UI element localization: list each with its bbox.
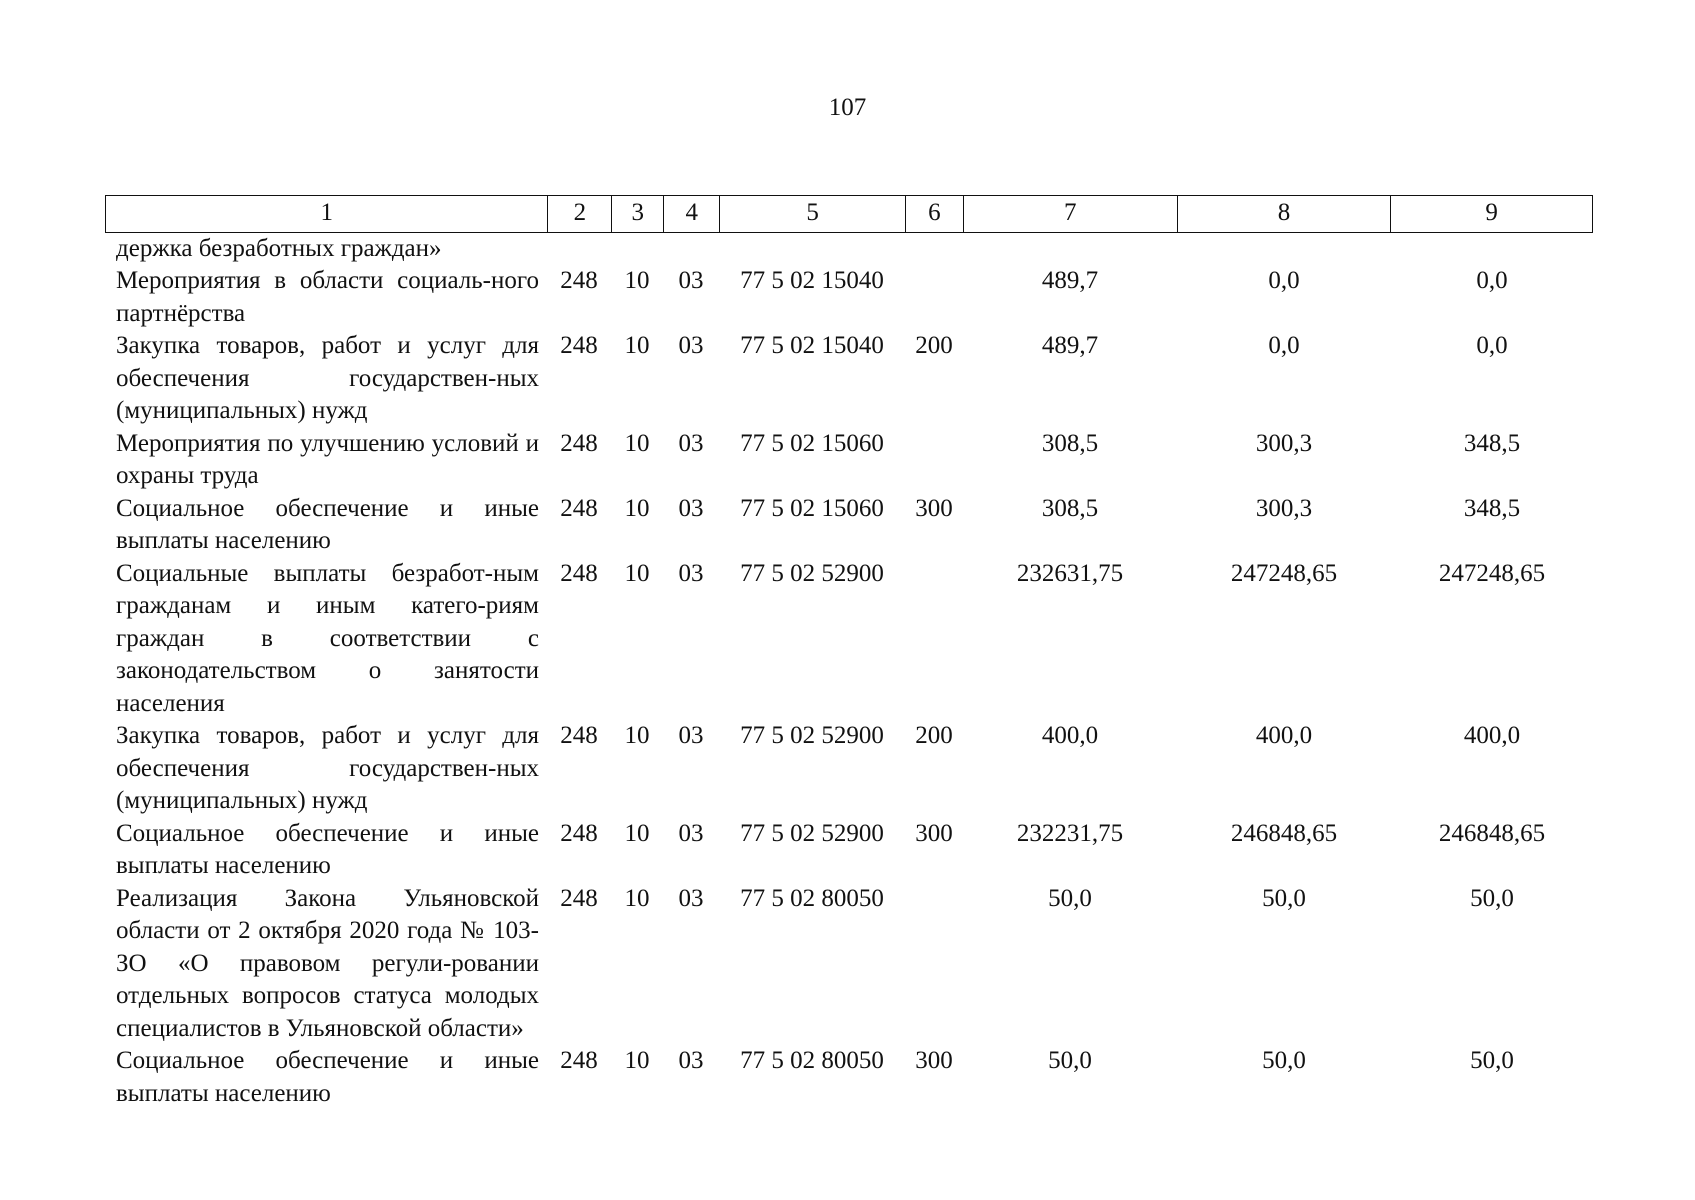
table-row: [105, 818, 1593, 883]
cell-col-4: 03: [678, 819, 704, 847]
cell-col-7: 50,0: [1048, 884, 1092, 912]
budget-table: [105, 195, 1593, 1110]
cell-col-3: 10: [624, 722, 650, 749]
continuation-text: держка безработных граждан»: [116, 235, 442, 262]
cell-col-8: 300,3: [1255, 429, 1313, 457]
cell-col-4: 03: [678, 559, 704, 587]
cell-col-9: 400,0: [1463, 722, 1521, 749]
table-row: [105, 883, 1593, 1046]
cell-col-9: 0,0: [1476, 332, 1508, 359]
cell-col-9: 348,5: [1463, 494, 1521, 522]
header-col-4: 4: [663, 196, 719, 232]
table-header-row: [105, 195, 1593, 233]
cell-col-2: 248: [560, 267, 598, 294]
page-number: 107: [828, 94, 867, 121]
cell-col-5: 77 5 02 15040: [740, 332, 884, 359]
table-row: [105, 265, 1593, 330]
cell-col-3: 10: [624, 332, 650, 359]
cell-col-5: 77 5 02 15060: [740, 429, 884, 457]
cell-col-3: 10: [624, 494, 650, 522]
cell-col-7: 232231,75: [1016, 819, 1124, 847]
cell-col-4: 03: [678, 722, 704, 749]
cell-col-7: 308,5: [1041, 494, 1099, 522]
cell-name: Реализация Закона Ульяновской области от 2 октября 2020 года № 103-ЗО «О правовом регули-ровании отдельных вопросов статуса молодых специалистов в Ульяновской области»: [116, 884, 539, 1042]
cell-col-4: 03: [678, 429, 704, 457]
cell-col-5: 77 5 02 52900: [740, 722, 884, 749]
cell-col-3: 10: [624, 819, 650, 847]
cell-col-2: 248: [560, 819, 598, 847]
cell-col-9: 0,0: [1476, 267, 1508, 294]
cell-col-3: 10: [624, 884, 650, 912]
cell-col-2: 248: [560, 332, 598, 359]
cell-col-8: 50,0: [1262, 1047, 1306, 1074]
cell-col-4: 03: [678, 884, 704, 912]
cell-col-7: 489,7: [1041, 332, 1099, 359]
cell-col-4: 03: [678, 494, 704, 522]
cell-col-5: 77 5 02 15060: [740, 494, 884, 522]
header-col-5: 5: [719, 196, 905, 232]
cell-col-3: 10: [624, 267, 650, 294]
cell-col-3: 10: [624, 1047, 650, 1074]
table-row: [105, 493, 1593, 558]
table-body: [105, 265, 1593, 1110]
cell-col-2: 248: [560, 884, 598, 912]
cell-col-8: 300,3: [1255, 494, 1313, 522]
cell-col-7: 50,0: [1048, 1047, 1092, 1074]
cell-name: Социальное обеспечение и иные выплаты населению: [116, 1047, 539, 1107]
cell-name: Закупка товаров, работ и услуг для обеспечения государствен-ных (муниципальных) нужд: [116, 722, 539, 814]
cell-col-9: 247248,65: [1438, 559, 1546, 587]
cell-col-7: 232631,75: [1016, 559, 1124, 587]
cell-col-4: 03: [678, 267, 704, 294]
cell-col-2: 248: [560, 429, 598, 457]
cell-name: Социальное обеспечение и иные выплаты населению: [116, 819, 539, 879]
table-row: [105, 720, 1593, 818]
cell-col-9: 348,5: [1463, 429, 1521, 457]
header-col-1: 1: [320, 199, 333, 226]
cell-col-2: 248: [560, 1047, 598, 1074]
cell-col-6: 200: [915, 722, 953, 749]
cell-name: Социальное обеспечение и иные выплаты населению: [116, 494, 539, 554]
cell-col-7: 308,5: [1041, 429, 1099, 457]
cell-col-8: 246848,65: [1230, 819, 1338, 847]
cell-col-8: 0,0: [1268, 332, 1300, 359]
cell-col-8: 400,0: [1255, 722, 1313, 749]
cell-col-5: 77 5 02 15040: [740, 267, 884, 294]
cell-col-6: 300: [915, 1047, 953, 1074]
header-col-9: 9: [1390, 196, 1592, 232]
cell-name: Мероприятия по улучшению условий и охраны труда: [116, 429, 539, 489]
cell-col-3: 10: [624, 429, 650, 457]
cell-col-5: 77 5 02 80050: [740, 884, 884, 912]
cell-col-2: 248: [560, 494, 598, 522]
cell-col-6: 200: [915, 332, 953, 359]
cell-name: Мероприятия в области социаль-ного партнёрства: [116, 267, 539, 327]
cell-col-2: 248: [560, 722, 598, 749]
table-row: [105, 1045, 1593, 1110]
cell-col-7: 489,7: [1041, 267, 1099, 294]
cell-col-3: 10: [624, 559, 650, 587]
cell-col-4: 03: [678, 1047, 704, 1074]
cell-col-5: 77 5 02 52900: [740, 819, 884, 847]
table-row: [105, 558, 1593, 721]
cell-col-8: 0,0: [1268, 267, 1300, 294]
table-row: [105, 330, 1593, 428]
header-col-7: 7: [963, 196, 1177, 232]
cell-col-6: 300: [915, 494, 953, 522]
cell-col-6: 300: [915, 819, 953, 847]
cell-col-9: 246848,65: [1438, 819, 1546, 847]
cell-name: Закупка товаров, работ и услуг для обеспечения государствен-ных (муниципальных) нужд: [116, 332, 539, 424]
cell-col-5: 77 5 02 52900: [740, 559, 884, 587]
table-row: [105, 428, 1593, 493]
cell-col-8: 50,0: [1262, 884, 1306, 912]
cell-col-9: 50,0: [1470, 884, 1514, 912]
cell-col-9: 50,0: [1470, 1047, 1514, 1074]
cell-col-4: 03: [678, 332, 704, 359]
cell-name: Социальные выплаты безработ-ным гражданам и иным катего-риям граждан в соответствии с законодательством о занятости населения: [116, 559, 539, 717]
header-col-3: 3: [611, 196, 663, 232]
header-col-8: 8: [1177, 196, 1391, 232]
cell-col-7: 400,0: [1041, 722, 1099, 749]
cell-col-5: 77 5 02 80050: [740, 1047, 884, 1074]
header-col-2: 2: [547, 196, 611, 232]
cell-col-8: 247248,65: [1230, 559, 1338, 587]
header-col-6: 6: [905, 196, 963, 232]
cell-col-2: 248: [560, 559, 598, 587]
